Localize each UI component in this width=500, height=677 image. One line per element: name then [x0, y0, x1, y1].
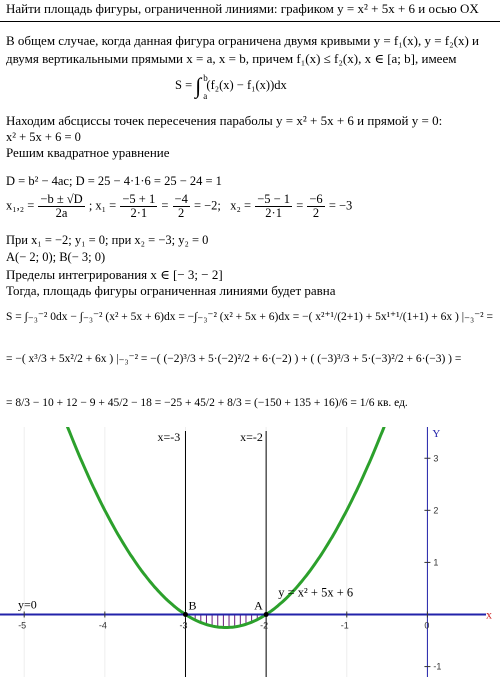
roots-x2-den: 2·1 [265, 206, 282, 220]
point-label-a: A [254, 598, 263, 613]
tick-label-x: -2 [260, 620, 269, 631]
integral-upper: b [203, 73, 208, 83]
point-a [264, 612, 269, 617]
roots-x1-den2: 2 [178, 206, 185, 220]
tick-label-x: -5 [18, 620, 27, 631]
roots-x2-num: −5 − 1 [257, 192, 291, 206]
roots-x1-num: −5 + 1 [122, 192, 156, 206]
tick-label-y: 3 [433, 453, 439, 464]
point-b [183, 612, 188, 617]
tick-label-x: -3 [179, 620, 188, 631]
tick-label-y: 2 [433, 505, 439, 516]
roots-x2-res: = −3 [328, 198, 353, 213]
label-curve: y = x² + 5x + 6 [278, 585, 354, 600]
integral-lower: a [203, 91, 208, 101]
discriminant: D = b² − 4ac; D = 25 − 4·1·6 = 25 − 24 = 1 [6, 174, 222, 188]
roots-x1-num2: −4 [174, 192, 188, 206]
roots-x2-label: x₂ = [230, 198, 252, 213]
roots-x12-num: −b ± √D [40, 192, 83, 206]
points: A(− 2; 0); B(− 3; 0) [6, 250, 106, 264]
label-x-neg2: x=-2 [240, 430, 263, 444]
parabola-graph [0, 427, 500, 677]
abscissa-text: Находим абсциссы точек пересечения параболы y = x² + 5x + 6 и прямой y = 0: [6, 113, 443, 128]
roots-x12-frac [38, 193, 84, 220]
general-formula [175, 73, 287, 101]
roots-x1-eq: = [161, 198, 169, 213]
at-points: При x₁ = −2; y₁ = 0; при x₂ = −3; y₂ = 0 [6, 233, 209, 247]
title: Найти площадь фигуры, ограниченной линиями: графиком y = x² + 5x + 6 и осью OX [6, 1, 479, 16]
axis-ticks [18, 453, 441, 671]
roots [6, 193, 352, 220]
label-y-0: y=0 [18, 597, 37, 612]
label-axis-x: x [486, 607, 492, 622]
solve-text: Решим квадратное уравнение [6, 145, 170, 160]
tick-label-x: -4 [98, 620, 107, 631]
label-x-neg3: x=-3 [157, 430, 181, 444]
roots-x1-res: = −2; [193, 198, 221, 213]
formula-body: (f₂(x) − f₁(x))dx [206, 77, 287, 92]
tick-label-y: 1 [433, 557, 439, 568]
tick-label-x: -1 [340, 620, 349, 631]
roots-x12-den: 2a [55, 206, 68, 220]
area-line-2: = −( x³/3 + 5x²/2 + 6x ) |₋₃⁻² = −( (−2)³/3 + 5·(−2)²/2 + 6·(−2) ) + ( (−3)³/3 + 5·(−3)²/2 + 6·(−3) ) = [6, 353, 462, 365]
roots-x1-frac [120, 193, 157, 220]
roots-x2-frac2 [307, 193, 324, 220]
roots-x1-label: ; x₁ = [88, 198, 117, 213]
roots-x1-frac2 [173, 193, 190, 220]
roots-x2-den2: 2 [312, 206, 320, 220]
label-axis-y: Y [432, 428, 441, 440]
divider [0, 21, 500, 22]
general-text-2: двумя вертикальными прямыми x = a, x = b, причем f₁(x) ≤ f₂(x), x ∈ [a; b], имеем [6, 51, 457, 66]
area-line-3: = 8/3 − 10 + 12 − 9 + 45/2 − 18 = −25 + 45/2 + 8/3 = (−150 + 135 + 16)/6 = 1/6 кв. ед. [6, 397, 408, 409]
point-label-b: B [188, 598, 197, 613]
general-text-1: В общем случае, когда данная фигура ограничена двумя кривыми y = f₁(x), y = f₂(x) и [6, 33, 480, 48]
tick-label-y: -1 [433, 661, 442, 672]
roots-x1-den: 2·1 [130, 206, 148, 220]
roots-x12-label: x₁,₂ = [6, 198, 35, 213]
area-line-1: S = ∫₋₃⁻² 0dx − ∫₋₃⁻² (x² + 5x + 6)dx = −∫₋₃⁻² (x² + 5x + 6)dx = −( x²⁺¹/(2+1) + 5x¹⁺¹/(1+1) + 6x ) |₋₃⁻² = [6, 311, 493, 323]
roots-x2-eq: = [296, 198, 304, 213]
equation: x² + 5x + 6 = 0 [6, 130, 81, 144]
roots-x2-num2: −6 [309, 192, 323, 206]
integral-sign: ∫ b a [195, 76, 201, 96]
roots-x2-frac [255, 193, 292, 220]
formula-s: S = [175, 77, 193, 92]
limits: Пределы интегрирования x ∈ [− 3; − 2] [6, 267, 223, 282]
tick-label-x: 0 [424, 620, 430, 631]
area-intro: Тогда, площадь фигуры ограниченная линиями будет равна [6, 283, 336, 298]
